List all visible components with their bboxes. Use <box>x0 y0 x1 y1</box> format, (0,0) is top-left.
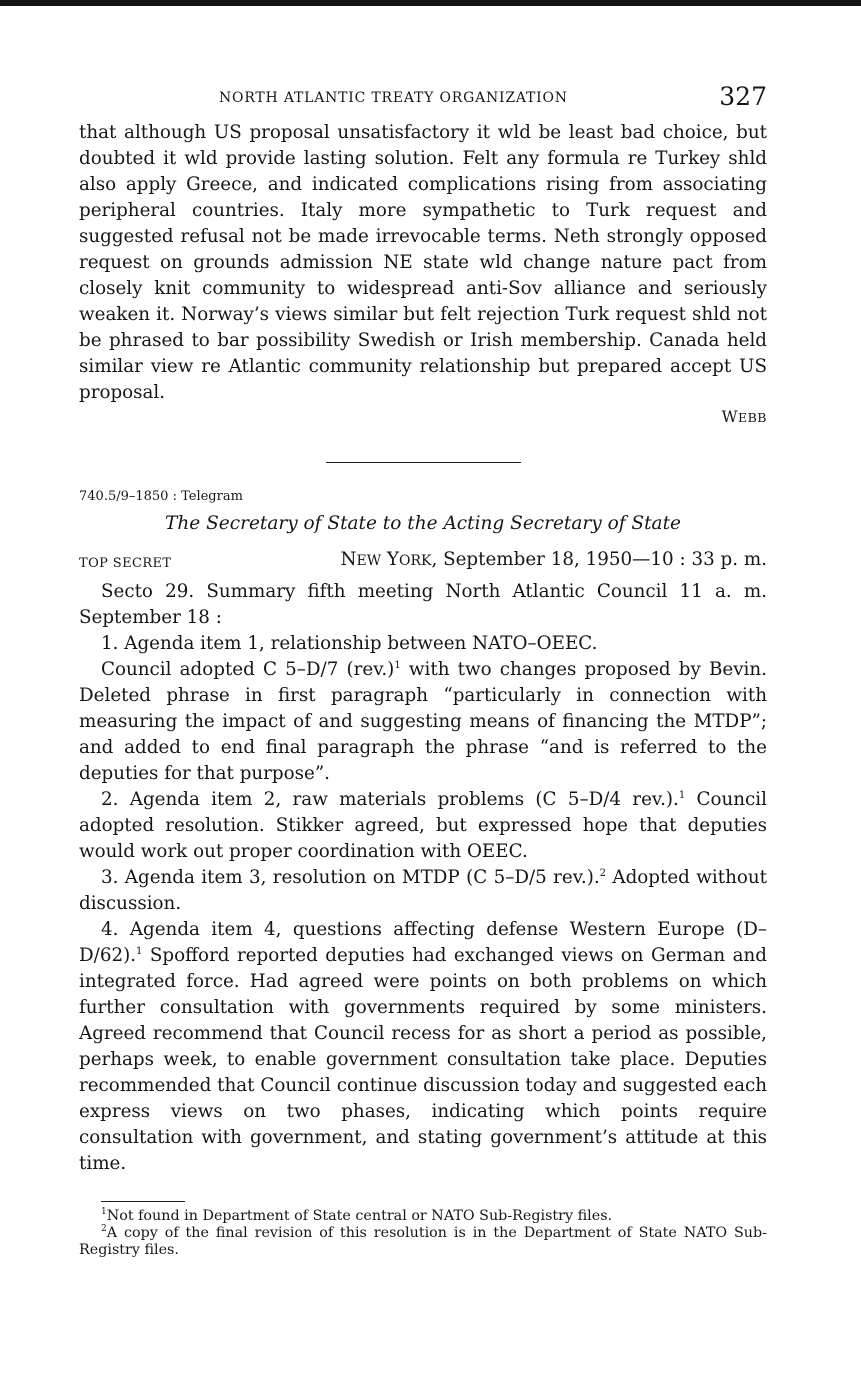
place-rest-2: ORK <box>398 553 432 569</box>
item-4-text-a: 4. Agenda item 4, questions affecting defense Western Europe (D–D/62). <box>79 919 767 966</box>
page <box>79 80 767 1259</box>
top-border <box>0 0 861 6</box>
item-3-text-a: 3. Agenda item 3, resolution on MTDP (C 5–D/5 rev.). <box>101 867 600 888</box>
item-4-text-b: Spofford reported deputies had exchanged views on German and integrated force. Had agreed were points on both problems on which further consultation with governments required by some ministers. Agreed recommend that Council recess for as short a period as possible, perhaps week, to enable government consultation take place. Deputies recommended that Council continue discussion today and suggested each express views on two phases, indicating which points require consultation with government, and stating government’s attitude at this time. <box>79 945 767 1174</box>
footnote-ref: 1 <box>394 659 401 671</box>
intro-paragraph: Secto 29. Summary fifth meeting North Atlantic Council 11 a. m. September 18 : <box>79 581 767 628</box>
footnote-2-mark: 2 <box>101 1224 107 1235</box>
footnote-1-mark: 1 <box>101 1207 107 1218</box>
footnote-2-text: A copy of the final revision of this resolution is in the Department of State NATO Sub-Registry files. <box>79 1225 767 1258</box>
footnote-ref: 1 <box>678 789 686 801</box>
item-2-text-a: 2. Agenda item 2, raw materials problems (C 5–D/4 rev.). <box>101 789 679 810</box>
signature <box>79 408 767 432</box>
item-1-text-b: with two changes proposed by Bevin. Deleted phrase in first paragraph “particularly in connection with measuring the impact of and suggesting means of financing the MTDP”; and added to end final paragraph the phrase “and is referred to the deputies for that purpose”. <box>79 659 767 784</box>
footnote-ref: 1 <box>136 945 143 957</box>
place-rest-1: EW <box>356 553 382 569</box>
item-1-text-a: Council adopted C 5–D/7 (rev.) <box>101 659 395 680</box>
footnote-1-text: Not found in Department of State central or NATO Sub-Registry files. <box>106 1208 613 1224</box>
date: , September 18, 1950—10 : 33 p. m. <box>431 549 767 570</box>
item-4-body <box>79 917 767 1177</box>
page-number: 327 <box>719 82 767 111</box>
place-initial-2: Y <box>386 549 399 570</box>
previous-document-body: that although US proposal unsatisfactory it wld be least bad choice, but doubted it wld provide lasting solution. Felt any formula re Turkey shld also apply Greece, and indicated complications rising from associating peripheral countries. Italy more sympathetic to Turk request and suggested refusal not be made irrevocable terms. Neth strongly opposed request on grounds admission NE state wld change nature pact from closely knit community to widespread anti-Sov alliance and seriously weaken it. Norway’s views similar but felt rejection Turk request shld not be phrased to bar possibility Swedish or Irish membership. Canada held similar view re Atlantic community relationship but prepared accept US proposal. <box>79 122 767 403</box>
place-initial-1: N <box>340 549 357 570</box>
place-date <box>340 549 767 570</box>
item-1-heading: 1. Agenda item 1, relationship between NATO–OEEC. <box>101 633 598 654</box>
section-divider <box>326 462 521 463</box>
item-2-body <box>79 787 767 865</box>
running-title: NORTH ATLANTIC TREATY ORGANIZATION <box>219 90 568 106</box>
document-title: The Secretary of State to the Acting Secretary of State <box>165 513 681 534</box>
signature-rest: EBB <box>738 410 767 425</box>
file-id: 740.5/9–1850 : Telegram <box>79 489 243 504</box>
item-2-text-b: Council adopted resolution. Stikker agreed, but expressed hope that deputies would work out proper coordination with OEEC. <box>79 789 767 862</box>
running-header <box>79 80 767 120</box>
footnote-ref: 2 <box>599 867 607 879</box>
footnote-1 <box>79 1208 767 1225</box>
dateline <box>79 549 767 579</box>
signature-initial: W <box>721 408 738 426</box>
footnote-divider <box>101 1201 185 1202</box>
item-3-text-b: Adopted without discussion. <box>79 867 767 914</box>
item-3-body <box>79 865 767 917</box>
footnote-2 <box>79 1225 767 1259</box>
item-1-body <box>79 657 767 787</box>
classification: TOP SECRET <box>79 556 172 571</box>
